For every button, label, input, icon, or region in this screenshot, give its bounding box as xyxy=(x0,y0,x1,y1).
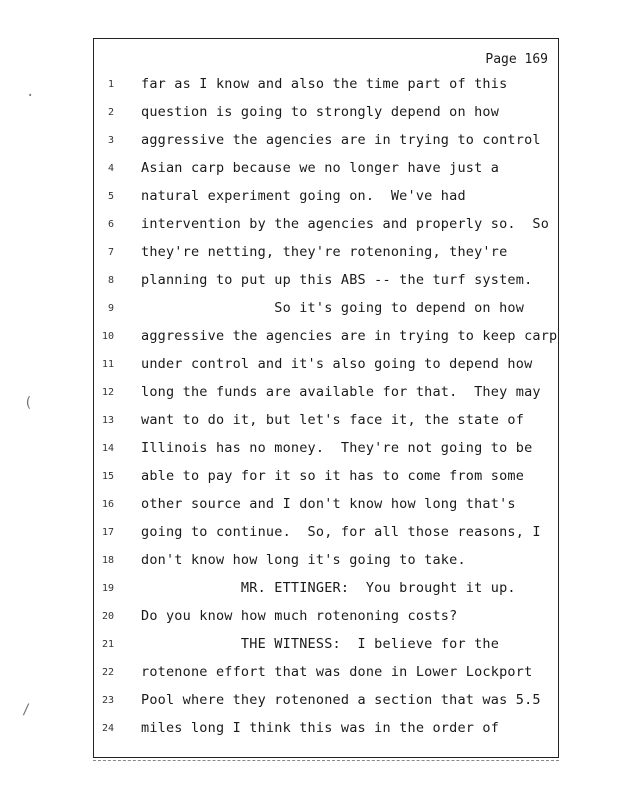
line-text: question is going to strongly depend on how xyxy=(141,104,500,120)
line-text: intervention by the agencies and properly so. So xyxy=(141,216,550,232)
line-text: aggressive the agencies are in trying to keep carp xyxy=(141,328,558,344)
line-text: MR. ETTINGER: You brought it up. xyxy=(141,580,516,596)
line-number: 10 xyxy=(101,331,114,342)
line-text: don't know how long it's going to take. xyxy=(141,552,466,568)
line-number: 1 xyxy=(107,79,114,90)
line-text: long the funds are available for that. They may xyxy=(141,384,541,400)
line-number: 13 xyxy=(101,415,114,426)
line-number: 5 xyxy=(107,191,114,202)
line-number: 8 xyxy=(107,275,114,286)
line-text: planning to put up this ABS -- the turf system. xyxy=(141,272,533,288)
line-text: Do you know how much rotenoning costs? xyxy=(141,608,458,624)
line-number: 14 xyxy=(101,443,114,454)
line-number: 9 xyxy=(107,303,114,314)
line-number: 16 xyxy=(101,499,114,510)
line-number: 4 xyxy=(107,163,114,174)
scan-margin-mark: · xyxy=(26,88,35,104)
line-text: Pool where they rotenoned a section that was 5.5 xyxy=(141,692,541,708)
line-text: natural experiment going on. We've had xyxy=(141,188,466,204)
scan-margin-mark: / xyxy=(22,702,31,718)
scan-bottom-rule xyxy=(93,760,559,761)
line-text: Illinois has no money. They're not going to be xyxy=(141,440,533,456)
line-number: 7 xyxy=(107,247,114,258)
line-number: 20 xyxy=(101,611,114,622)
line-number: 24 xyxy=(101,723,114,734)
line-text: rotenone effort that was done in Lower Lockport xyxy=(141,664,533,680)
line-text: THE WITNESS: I believe for the xyxy=(141,636,500,652)
line-number: 2 xyxy=(107,107,114,118)
line-number: 11 xyxy=(101,359,114,370)
line-text: able to pay for it so it has to come from some xyxy=(141,468,525,484)
line-text: aggressive the agencies are in trying to control xyxy=(141,132,541,148)
line-number: 15 xyxy=(101,471,114,482)
line-number: 19 xyxy=(101,583,114,594)
line-text: Asian carp because we no longer have just a xyxy=(141,160,500,176)
line-text: under control and it's also going to depend how xyxy=(141,356,533,372)
line-text: So it's going to depend on how xyxy=(141,300,525,316)
line-text: other source and I don't know how long that's xyxy=(141,496,516,512)
line-number: 23 xyxy=(101,695,114,706)
line-number: 6 xyxy=(107,219,114,230)
transcript-page-frame xyxy=(93,38,559,758)
line-text: want to do it, but let's face it, the state of xyxy=(141,412,525,428)
page-number-label: Page 169 xyxy=(485,52,548,67)
line-number: 12 xyxy=(101,387,114,398)
line-number: 18 xyxy=(101,555,114,566)
line-number: 3 xyxy=(107,135,114,146)
line-text: going to continue. So, for all those reasons, I xyxy=(141,524,541,540)
line-text: they're netting, they're rotenoning, they're xyxy=(141,244,508,260)
scan-margin-mark: ( xyxy=(24,395,33,411)
line-number: 17 xyxy=(101,527,114,538)
line-text: miles long I think this was in the order of xyxy=(141,720,500,736)
line-text: far as I know and also the time part of this xyxy=(141,76,508,92)
line-number: 21 xyxy=(101,639,114,650)
line-number: 22 xyxy=(101,667,114,678)
